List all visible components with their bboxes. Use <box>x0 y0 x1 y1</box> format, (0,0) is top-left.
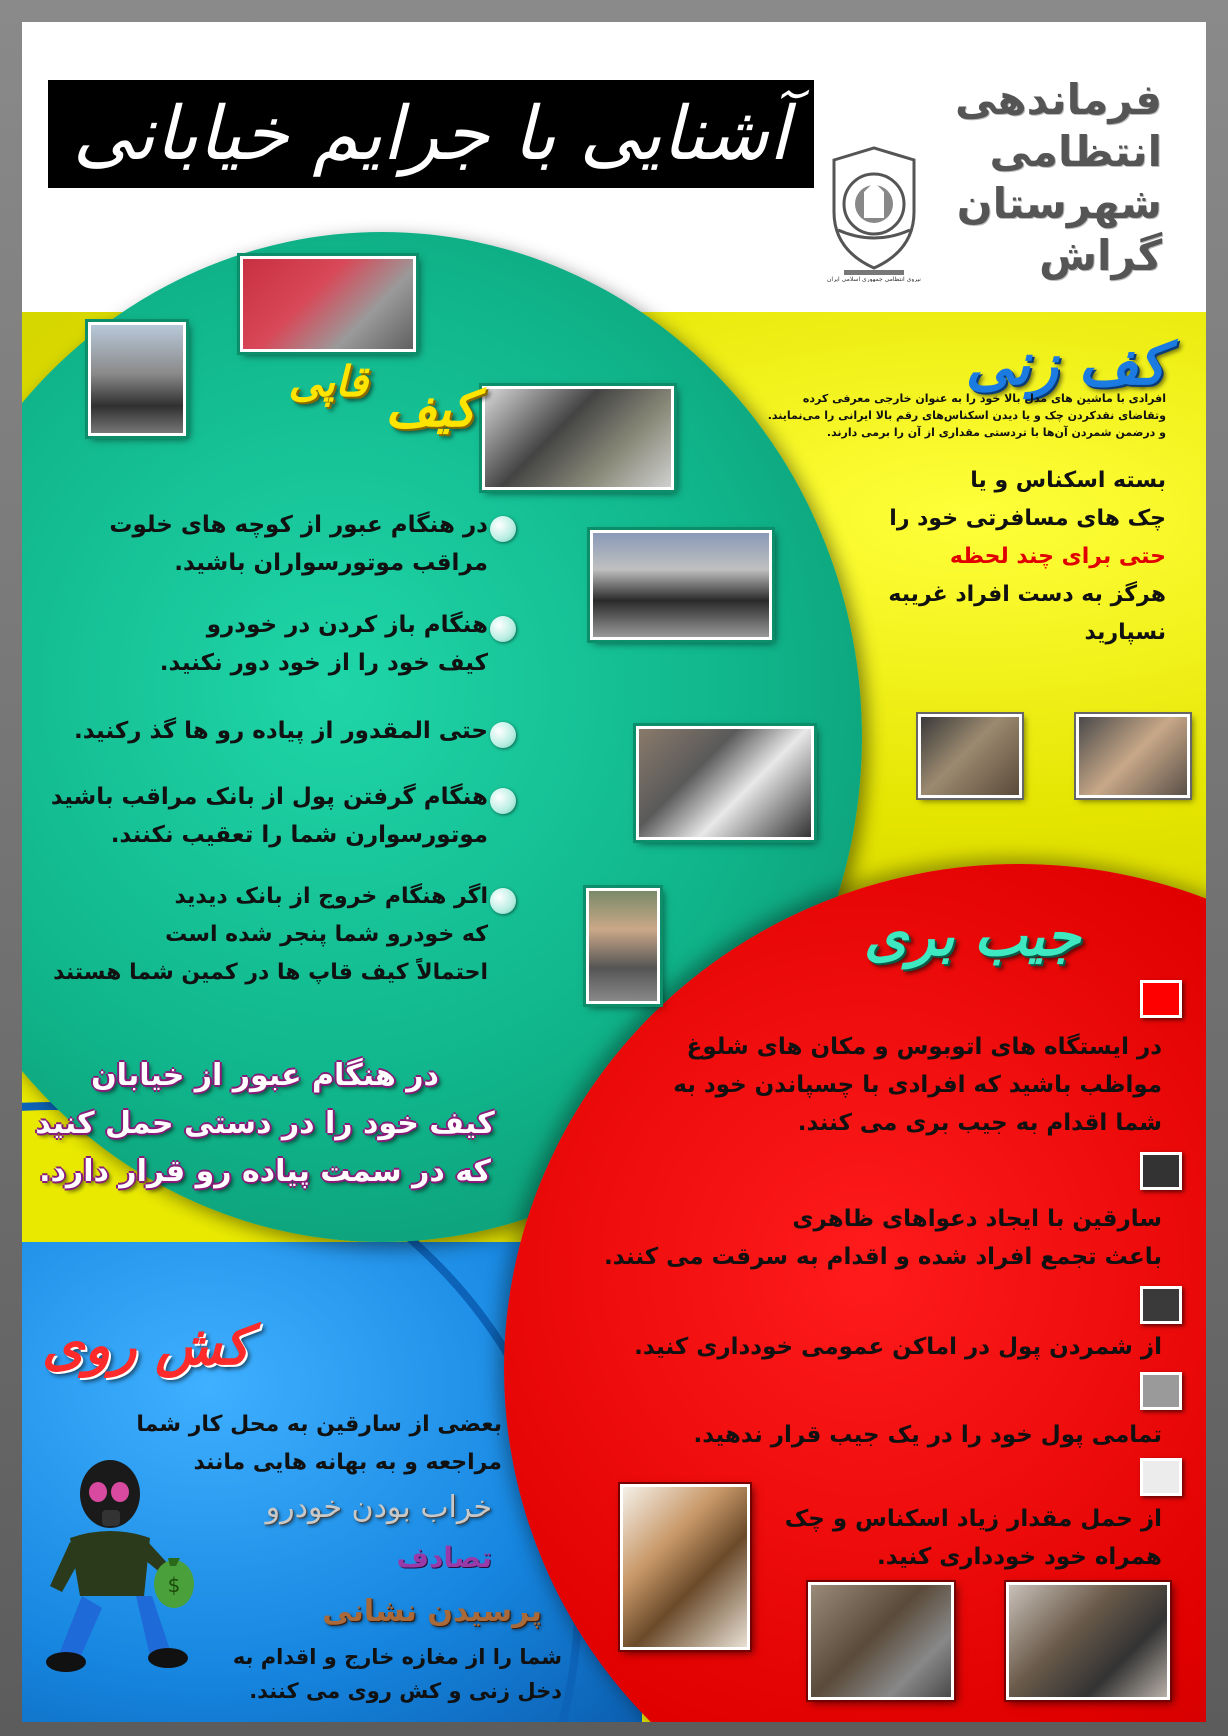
kif-qapi-bullet-5-line-2: که خودرو شما پنجر شده است <box>165 922 488 947</box>
jib-bori-item-2-line-2: باعث تجمع افراد شده و اقدام به سرقت می کنند. <box>603 1244 1162 1270</box>
photo-car-trunk <box>240 256 416 352</box>
jib-bori-item-1-line-2: مواظب باشید که افرادی با چسپاندن خود به <box>673 1072 1162 1098</box>
kif-qapi-advice-line-3: که در سمت پیاده رو قرار دارد. <box>39 1154 491 1189</box>
kaf-zani-warning <box>836 462 1166 652</box>
jib-bori-item-4 <box>542 1416 1162 1454</box>
photo-car-motorcycle-street <box>636 726 814 840</box>
kif-qapi-bullet-3 <box>28 712 488 750</box>
kaf-zani-warning-line-1: بسته اسکناس و یا <box>970 468 1166 493</box>
kif-qapi-advice-line-1: در هنگام عبور از خیابان <box>91 1058 439 1093</box>
kif-qapi-bullet-icon-1 <box>490 516 516 542</box>
photo-counting-money-1 <box>918 714 1022 798</box>
jib-bori-item-1-line-1: در ایستگاه های اتوبوس و مکان های شلوغ <box>686 1034 1162 1060</box>
kaf-zani-warning-line-2: چک های مسافرتی خود را <box>889 506 1166 531</box>
kif-qapi-bullet-5-line-3: احتمالاً کیف قاپ ها در کمین شما هستند <box>53 960 488 985</box>
jib-bori-item-5-line-1: از حمل مقدار زیاد اسکناس و چک <box>784 1506 1162 1532</box>
kif-qapi-bullet-icon-3 <box>490 722 516 748</box>
kaf-zani-intro-line-1: افرادی با ماشین های مدل بالا خود را به عنوان خارجی معرفی کرده <box>802 392 1166 405</box>
photo-woman-street <box>88 322 186 436</box>
photo-hand-wallet <box>620 1484 750 1650</box>
jib-bori-item-1 <box>582 1028 1162 1142</box>
kif-qapi-bullet-1-line-2: مراقب موتورسواران باشید. <box>174 550 488 576</box>
jib-bori-item-5 <box>682 1500 1162 1576</box>
kesh-ravi-intro-line-1: بعضی از سارقین به محل کار شما <box>136 1412 502 1437</box>
kesh-ravi-excuse-3: پرسیدن نشانی <box>322 1594 542 1629</box>
police-emblem-icon <box>814 142 934 282</box>
kaf-zani-heading: کف زنی <box>965 330 1166 398</box>
jib-bori-item-4-line-1: تمامی پول خود را در یک جیب قرار ندهید. <box>693 1422 1162 1448</box>
jib-bori-item-3-line-1: از شمردن پول در اماکن عمومی خودداری کنید. <box>634 1334 1162 1360</box>
kaf-zani-intro-line-2: وتقاضای نقدکردن چک و یا دیدن اسکناس‌های رقم بالا ایرانی را می‌نمایند. <box>767 409 1166 422</box>
kif-qapi-heading-part1: کیف <box>385 380 476 438</box>
police-line-3: گراش <box>1039 231 1162 280</box>
kaf-zani-warning-highlight: حتی برای چند لحظه <box>949 544 1166 569</box>
jib-bori-item-2 <box>542 1200 1162 1276</box>
kif-qapi-bullet-2-line-1: هنگام باز کردن در خودرو <box>206 612 488 638</box>
kaf-zani-warning-line-4: هرگز به دست افراد غریبه <box>888 582 1166 607</box>
kif-qapi-bullet-4-line-1: هنگام گرفتن پول از بانک مراقب باشید <box>50 784 488 810</box>
jib-bori-square-icon-2 <box>1140 1152 1182 1190</box>
kif-qapi-bullet-5 <box>22 878 488 992</box>
jib-bori-square-icon-1 <box>1140 980 1182 1018</box>
kif-qapi-heading-part2: قاپی <box>288 357 368 406</box>
jib-bori-item-5-line-2: همراه خود خودداری کنید. <box>877 1544 1162 1570</box>
photo-motorcyclist-snatch <box>482 386 674 490</box>
kesh-ravi-outro-line-1: شما را از مغازه خارج و اقدام به <box>232 1645 562 1669</box>
jib-bori-item-2-line-1: سارقین با ایجاد دعواهای ظاهری <box>792 1206 1162 1232</box>
kesh-ravi-excuse-2: تصادف <box>396 1541 492 1574</box>
kesh-ravi-intro-line-2: مراجعه و به بهانه هایی مانند <box>193 1450 502 1475</box>
poster-title: آشنایی با جرایم خیابانی <box>48 80 814 188</box>
jib-bori-item-1-line-3: شما اقدام به جیب بری می کنند. <box>797 1110 1162 1136</box>
emblem-caption: نیروی انتظامی جمهوری اسلامی ایران <box>827 276 921 282</box>
kif-qapi-bullet-1-line-1: در هنگام عبور از کوچه های خلوت <box>109 512 488 538</box>
kif-qapi-heading <box>236 357 476 438</box>
jib-bori-item-3 <box>542 1328 1162 1366</box>
kif-qapi-bullet-2-line-2: کیف خود را از خود دور نکنید. <box>159 650 488 676</box>
svg-text:$: $ <box>167 1573 181 1597</box>
kif-qapi-advice <box>30 1052 500 1196</box>
kesh-ravi-excuse-1: خراب بودن خودرو <box>265 1490 492 1525</box>
jib-bori-square-icon-5 <box>1140 1458 1182 1496</box>
poster-frame <box>22 22 1206 1722</box>
masked-thief-cartoon-icon <box>40 1446 200 1696</box>
police-line-2: شهرستان <box>956 179 1162 228</box>
kif-qapi-bullet-2 <box>48 606 488 682</box>
jib-bori-heading: جیب بری <box>864 904 1081 969</box>
police-line-1: فرماندهی انتظامی <box>954 75 1162 176</box>
photo-pickpocket-pocket <box>808 1582 954 1700</box>
kesh-ravi-outro <box>172 1640 562 1708</box>
kaf-zani-warning-line-5: نسپارید <box>1084 620 1166 645</box>
kif-qapi-bullet-icon-4 <box>490 788 516 814</box>
photo-crowd-pickpocket <box>1006 1582 1170 1700</box>
kif-qapi-bullet-3-line-1: حتی المقدور از پیاده رو ها گذ رکنید. <box>74 718 488 744</box>
kesh-ravi-heading: کش روی <box>42 1314 250 1377</box>
kif-qapi-bullet-1 <box>48 506 488 582</box>
photo-man-walking <box>586 888 660 1004</box>
photo-counting-money-2 <box>1076 714 1190 798</box>
kaf-zani-intro-line-3: و درضمن شمردن آن‌ها با تردستی مقداری از آن را برمی دارند. <box>826 426 1166 439</box>
kif-qapi-bullet-icon-5 <box>490 888 516 914</box>
kif-qapi-bullet-5-line-1: اگر هنگام خروج از بانک دیدید <box>174 884 488 909</box>
kif-qapi-bullet-4 <box>28 778 488 854</box>
photo-motorcycle-riders <box>590 530 772 640</box>
jib-bori-square-icon-3 <box>1140 1286 1182 1324</box>
kif-qapi-bullet-icon-2 <box>490 616 516 642</box>
kif-qapi-advice-line-2: کیف خود را در دستی حمل کنید <box>35 1106 495 1141</box>
kif-qapi-bullet-4-line-2: موتورسوارن شما را تعقیب نکنند. <box>110 822 488 848</box>
jib-bori-square-icon-4 <box>1140 1372 1182 1410</box>
kesh-ravi-outro-line-2: دخل زنی و کش روی می کنند. <box>249 1679 562 1703</box>
